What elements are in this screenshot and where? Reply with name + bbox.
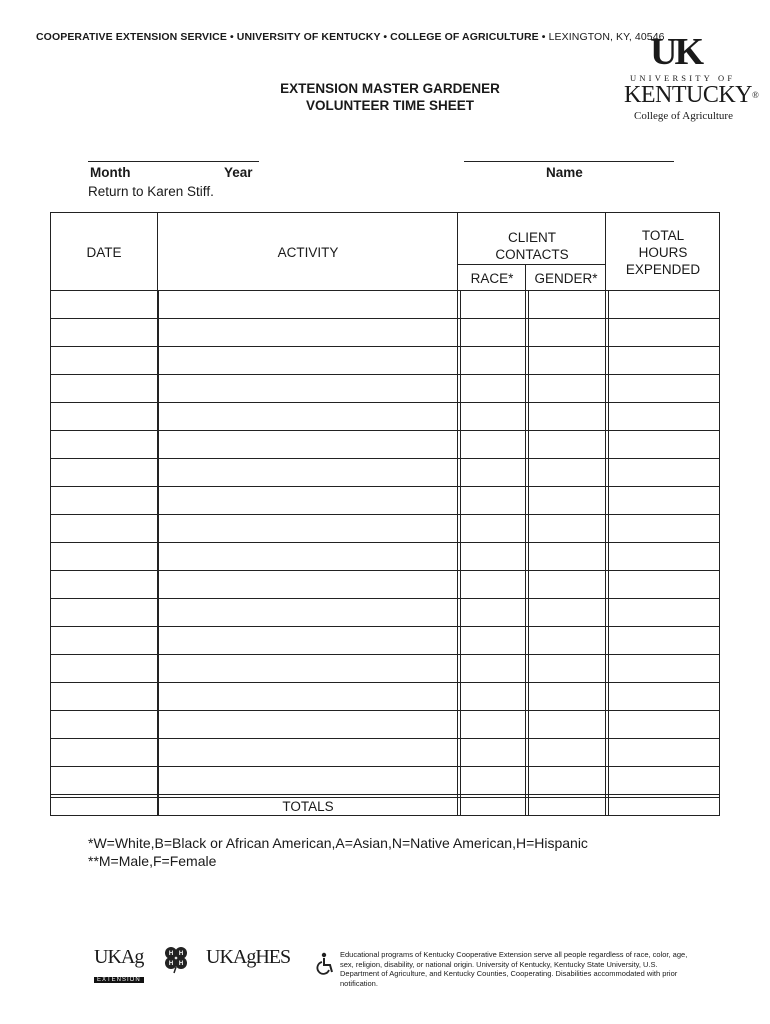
name-line[interactable] xyxy=(464,161,674,162)
total-hours-line-3: EXPENDED xyxy=(625,262,701,277)
time-sheet-table xyxy=(50,212,720,816)
client-contacts-line-1: CLIENT xyxy=(507,230,556,245)
gender-header: GENDER* xyxy=(534,271,598,286)
activity-header: ACTIVITY xyxy=(277,245,339,260)
agency-name: COOPERATIVE EXTENSION SERVICE • UNIVERSITY OF KENTUCKY • COLLEGE OF AGRICULTURE • xyxy=(36,31,546,43)
date-header: DATE xyxy=(86,245,122,260)
race-key: *W=White,B=Black or African American,A=Asian,N=Native American,H=Hispanic xyxy=(88,835,588,851)
return-note: Return to Karen Stiff. xyxy=(88,184,214,199)
logo-college: College of Agriculture xyxy=(634,110,733,122)
form-title xyxy=(230,80,550,114)
title-line-1: EXTENSION MASTER GARDENER xyxy=(280,81,500,96)
uk-logo-mark: UK xyxy=(650,31,701,73)
totals-label: TOTALS xyxy=(282,799,334,814)
logo-kentucky-text: KENTUCKY xyxy=(624,82,752,108)
title-line-2: VOLUNTEER TIME SHEET xyxy=(305,98,474,113)
accessibility-icon xyxy=(316,952,336,976)
total-hours-header xyxy=(606,227,720,278)
year-label: Year xyxy=(224,165,253,180)
gender-key: **M=Male,F=Female xyxy=(88,853,217,869)
svg-text:H: H xyxy=(168,961,174,967)
race-header: RACE* xyxy=(470,271,514,286)
uk-college-logo xyxy=(620,31,759,128)
client-contacts-line-2: CONTACTS xyxy=(495,247,569,262)
four-h-clover-icon xyxy=(162,944,190,974)
logo-university-of: UNIVERSITY OF xyxy=(630,73,736,83)
svg-text:H: H xyxy=(168,951,174,957)
name-label: Name xyxy=(546,165,583,180)
total-hours-line-2: HOURS xyxy=(638,245,688,260)
ukag-logo-text: UKAg xyxy=(94,946,144,968)
ukaghes-logo: UKAgHES xyxy=(206,946,291,968)
agency-header xyxy=(36,31,665,43)
logo-registered-mark: ® xyxy=(752,90,759,100)
table-grid xyxy=(50,212,720,816)
client-contacts-header xyxy=(458,229,606,263)
month-year-line[interactable] xyxy=(88,161,259,162)
ukag-extension-bar: EXTENSION xyxy=(94,977,144,983)
eeo-statement: Educational programs of Kentucky Cooperative Extension serve all people regardless of race, color, age, sex, religion, disability, or national origin. University of Kentucky, Kentucky State University, U.S. Department of Agriculture, and Kentucky Counties, Cooperating. Disabilities accommodated with prior notification. xyxy=(340,950,688,988)
footnotes xyxy=(88,834,588,870)
svg-text:H: H xyxy=(178,961,184,967)
month-label: Month xyxy=(90,165,131,180)
svg-text:H: H xyxy=(178,951,184,957)
logo-kentucky xyxy=(624,81,758,109)
total-hours-line-1: TOTAL xyxy=(641,228,685,243)
ukag-extension-logo xyxy=(94,946,144,986)
agency-address: LEXINGTON, KY, 40546 xyxy=(548,31,665,43)
